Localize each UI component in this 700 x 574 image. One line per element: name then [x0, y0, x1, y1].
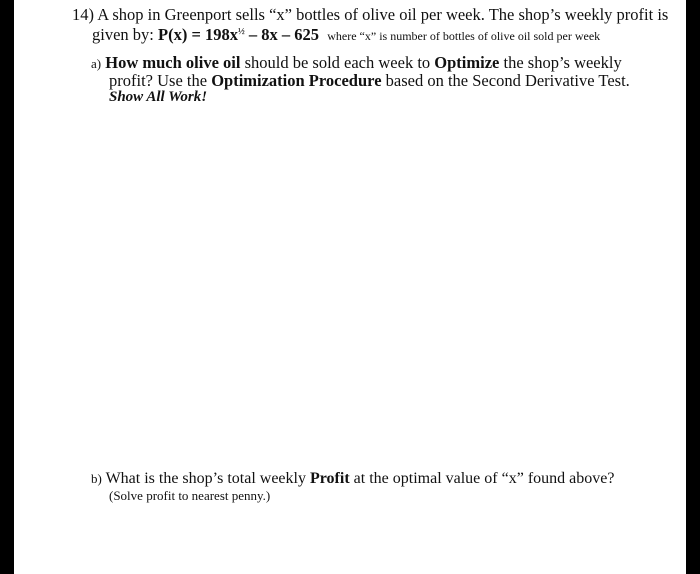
part-a-text-1: should be sold each week to — [240, 53, 435, 72]
question-line-1 — [72, 5, 668, 25]
worksheet-page — [14, 0, 686, 574]
part-b-text-1: What is the shop’s total weekly — [105, 470, 310, 487]
question-line-2 — [92, 25, 600, 45]
formula-part-2: – 8x – 625 — [244, 25, 319, 44]
part-a-label: a) — [91, 56, 102, 71]
part-a-line-1 — [91, 53, 622, 73]
part-a-text-2: the shop’s weekly — [499, 53, 622, 72]
variable-note: where “x” is number of bottles of olive oil sold per week — [327, 29, 601, 43]
formula-part-1: P(x) = 198x — [158, 25, 238, 44]
part-b-label: b) — [91, 471, 102, 486]
part-a-text-4: based on the Second Derivative Test. — [381, 71, 630, 90]
show-all-work: Show All Work! — [109, 89, 208, 105]
part-a-bold-1: How much olive oil — [105, 53, 241, 72]
question-given-by: given by: — [92, 25, 158, 44]
profit-formula — [158, 25, 319, 44]
part-b-bold-1: Profit — [309, 470, 350, 487]
formula-exponent: ½ — [237, 26, 245, 36]
part-a-bold-2: Optimize — [434, 53, 500, 72]
part-a-line-2 — [109, 71, 630, 91]
part-b-text-2: at the optimal value of “x” found above? — [349, 470, 615, 487]
part-a-text-3: profit? Use the — [109, 71, 212, 90]
part-b-line-1 — [91, 470, 614, 488]
part-b-instruction: (Solve profit to nearest penny.) — [109, 488, 271, 503]
part-a-bold-3: Optimization Procedure — [211, 71, 382, 90]
question-number: 14) — [72, 5, 94, 24]
question-text-line-1: A shop in Greenport sells “x” bottles of olive oil per week. The shop’s weekly profit is — [97, 5, 669, 24]
